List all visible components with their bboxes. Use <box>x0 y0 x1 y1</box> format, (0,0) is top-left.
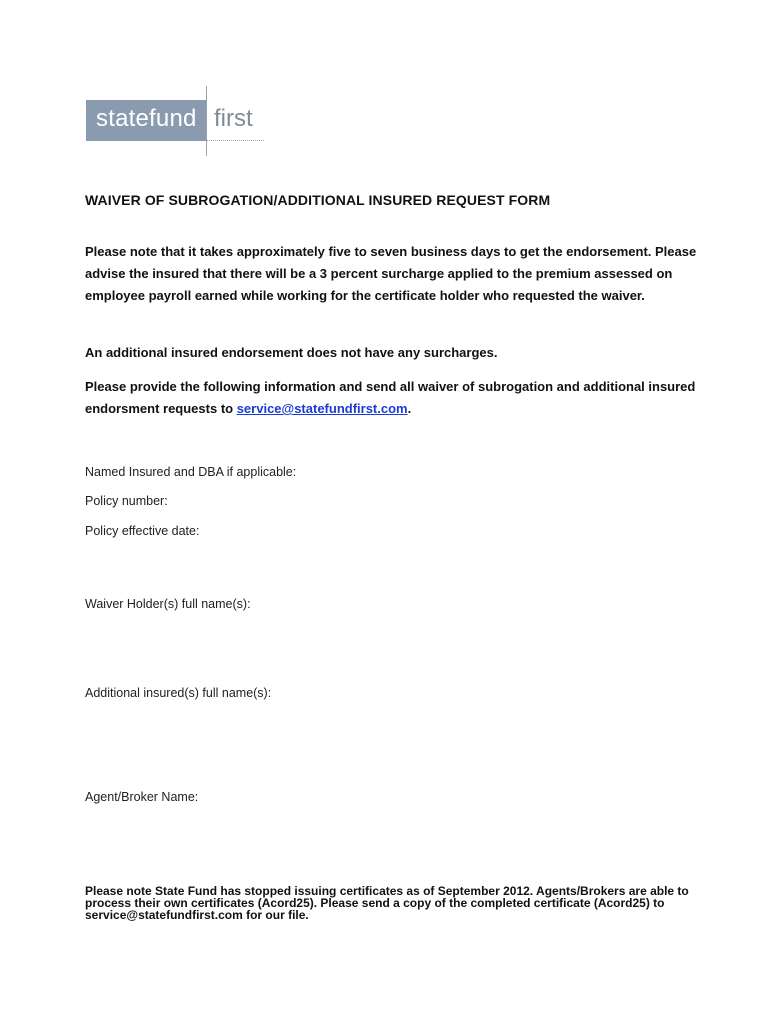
logo-word-first: first <box>214 105 253 132</box>
policy-number-label: Policy number: <box>85 494 168 508</box>
policy-effective-date-label: Policy effective date: <box>85 524 200 538</box>
certificate-note: Please note State Fund has stopped issuing certificates as of September 2012. Agents/Brokers are able to process their own certificates (Acord25). Please send a copy of the completed certificate (Acord25) to service@statefundfirst.com for our file. <box>85 884 689 922</box>
additional-insureds-label: Additional insured(s) full name(s): <box>85 686 272 700</box>
logo-dotted-rule <box>207 140 264 141</box>
logo-divider <box>206 86 207 156</box>
form-title: WAIVER OF SUBROGATION/ADDITIONAL INSURED REQUEST FORM <box>85 192 551 208</box>
statefund-first-logo <box>86 86 264 156</box>
instructions-text: Please provide the following information and send all waiver of subrogation and additional insured endorsment requests to <box>85 379 696 416</box>
named-insured-label: Named Insured and DBA if applicable: <box>85 465 297 479</box>
processing-time-paragraph: Please note that it takes approximately five to seven business days to get the endorsement. Please advise the insured that there will be a 3 percent surcharge applied to the premium assessed on employee payroll earned while working for the certificate holder who requested the waiver. <box>85 244 697 303</box>
logo-word-statefund: statefund <box>96 105 197 132</box>
instructions-period: . <box>407 401 412 416</box>
surcharge-note-paragraph: An additional insured endorsement does not have any surcharges. <box>85 345 498 360</box>
service-email-link[interactable]: service@statefundfirst.com <box>236 401 408 416</box>
agent-broker-label: Agent/Broker Name: <box>85 790 199 804</box>
instructions-paragraph <box>85 376 705 420</box>
waiver-holders-label: Waiver Holder(s) full name(s): <box>85 597 251 611</box>
